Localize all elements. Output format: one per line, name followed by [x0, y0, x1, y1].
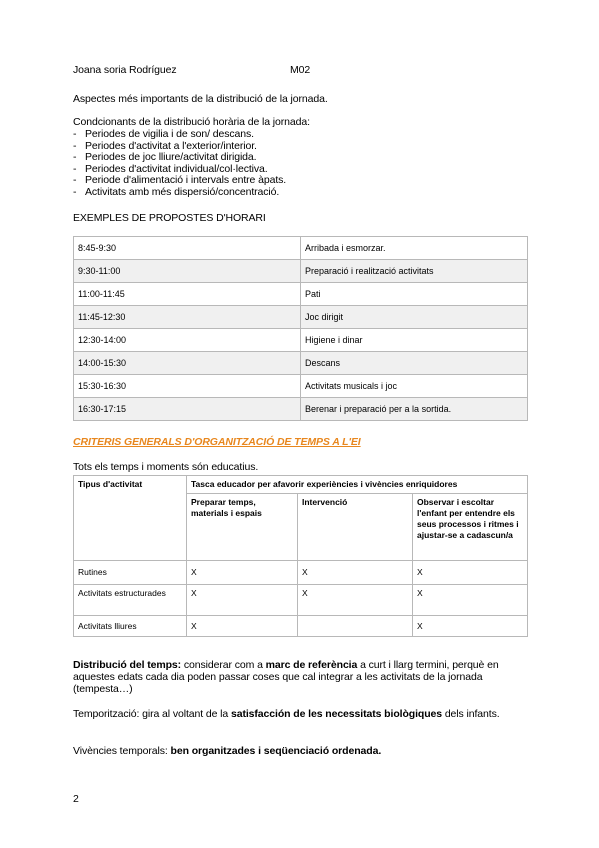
conditioning-title: Condcionants de la distribució horària de la jornada: — [73, 116, 310, 128]
table-row — [74, 561, 528, 585]
activity-name-cell: Activitats estructurades — [74, 585, 187, 616]
schedule-table — [73, 236, 528, 421]
distribution-text-a: considerar com a — [181, 659, 266, 671]
header-observe: Observar i escoltar l'enfant per entendre els seus processos i ritmes i ajustar-se a cadascun/a — [413, 494, 528, 561]
header-activity-type: Tipus d'activitat — [74, 476, 187, 561]
header-intervention: Intervenció — [298, 494, 413, 561]
time-cell: 9:30-11:00 — [74, 260, 301, 283]
list-item: - Periodes d'activitat individual/col·lectiva. — [73, 163, 493, 175]
timing-paragraph — [73, 708, 528, 720]
activity-cell: Pati — [301, 283, 528, 306]
distribution-text-b: a curt i llarg termini, perquè en aquestes edats cada dia poden passar coses que cal integrar a les activitats de la jornada (tempesta…) — [73, 659, 499, 695]
time-cell: 16:30-17:15 — [74, 398, 301, 421]
activity-cell: Activitats musicals i joc — [301, 375, 528, 398]
activity-cell: Arribada i esmorzar. — [301, 237, 528, 260]
experiences-emphasis: ben organitzades i seqüenciació ordenada. — [170, 745, 382, 757]
table-row — [74, 306, 528, 329]
time-cell: 11:45-12:30 — [74, 306, 301, 329]
table-row — [74, 375, 528, 398]
check-cell: X — [298, 585, 413, 616]
criteria-heading: CRITERIS GENERALS D'ORGANITZACIÓ DE TEMPS A L'EI — [73, 436, 361, 448]
activity-name-cell: Activitats lliures — [74, 616, 187, 637]
list-item: - Periodes de joc lliure/activitat dirigida. — [73, 151, 493, 163]
time-cell: 11:00-11:45 — [74, 283, 301, 306]
table-row — [74, 237, 528, 260]
timing-text-b: dels infants. — [442, 708, 500, 720]
check-cell: X — [413, 616, 528, 637]
table-row — [74, 616, 528, 637]
criteria-table — [73, 475, 528, 637]
criteria-intro: Tots els temps i moments són educatius. — [73, 461, 259, 473]
table-row — [74, 585, 528, 616]
schedule-title: EXEMPLES DE PROPOSTES D'HORARI — [73, 212, 266, 224]
page-number: 2 — [73, 793, 79, 805]
header-prepare: Preparar temps, materials i espais — [187, 494, 298, 561]
time-cell: 15:30-16:30 — [74, 375, 301, 398]
table-row — [74, 283, 528, 306]
activity-name-cell: Rutines — [74, 561, 187, 585]
distribution-label: Distribució del temps: — [73, 659, 182, 671]
time-cell: 14:00-15:30 — [74, 352, 301, 375]
check-cell — [298, 616, 413, 637]
check-cell: X — [298, 561, 413, 585]
check-cell: X — [187, 561, 298, 585]
intro-text: Aspectes més importants de la distribució de la jornada. — [73, 93, 328, 105]
experiences-paragraph — [73, 745, 528, 757]
conditioning-list — [73, 128, 493, 198]
table-row — [74, 398, 528, 421]
activity-cell: Higiene i dinar — [301, 329, 528, 352]
table-row — [74, 260, 528, 283]
distribution-paragraph — [73, 659, 528, 695]
list-item: - Periodes d'activitat a l'exterior/interior. — [73, 140, 493, 152]
time-cell: 12:30-14:00 — [74, 329, 301, 352]
check-cell: X — [187, 585, 298, 616]
activity-cell: Preparació i realització activitats — [301, 260, 528, 283]
time-cell: 8:45-9:30 — [74, 237, 301, 260]
check-cell: X — [413, 585, 528, 616]
experiences-text: Vivències temporals: — [73, 745, 171, 757]
check-cell: X — [413, 561, 528, 585]
header-educator-task: Tasca educador per afavorir experiències i vivències enriquidores — [187, 476, 528, 494]
list-item: - Activitats amb més dispersió/concentració. — [73, 186, 493, 198]
table-row — [74, 329, 528, 352]
list-item: - Periode d'alimentació i intervals entre àpats. — [73, 174, 493, 186]
check-cell: X — [187, 616, 298, 637]
activity-cell: Descans — [301, 352, 528, 375]
timing-emphasis: satisfacción de les necessitats biològiques — [230, 708, 442, 720]
table-row — [74, 352, 528, 375]
table-row — [74, 476, 528, 494]
activity-cell: Joc dirigit — [301, 306, 528, 329]
activity-cell: Berenar i preparació per a la sortida. — [301, 398, 528, 421]
distribution-emphasis: marc de referència — [265, 659, 358, 671]
module-code: M02 — [290, 64, 311, 76]
author-name: Joana soria Rodríguez — [73, 64, 177, 76]
timing-text-a: Temporització: gira al voltant de la — [73, 708, 231, 720]
list-item: - Periodes de vigilia i de son/ descans. — [73, 128, 493, 140]
